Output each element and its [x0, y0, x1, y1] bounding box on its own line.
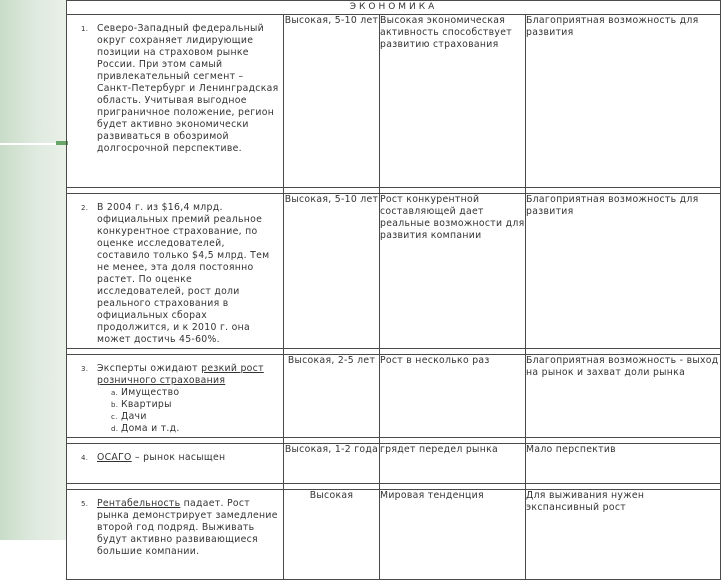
- sub-item-text: Квартиры: [121, 399, 172, 410]
- probability-cell: Высокая, 2-5 лет: [284, 355, 380, 438]
- table-row: [67, 194, 721, 349]
- description-text: падает. Рост рынка демонстрирует замедление второй год подряд. Выживать будут активно развивающиеся большие компании.: [97, 498, 278, 557]
- osago-link[interactable]: ОСАГО: [97, 452, 132, 463]
- sub-item-list: [97, 387, 279, 435]
- description-cell: [67, 194, 284, 349]
- evaluation-cell: Благоприятная возможность для развития: [526, 194, 721, 349]
- list-item: [111, 399, 279, 411]
- list-item: [111, 411, 279, 423]
- document-area: [66, 0, 720, 557]
- list-item: [111, 387, 279, 399]
- row-description: [97, 452, 279, 464]
- factor-cell: Высокая экономическая активность способствует развитию страхования: [380, 15, 526, 188]
- profitability-link[interactable]: Рентабельность: [97, 498, 181, 509]
- evaluation-cell: Благоприятная возможность - выход на рынок и захват доли рынка: [526, 355, 721, 438]
- sub-item-letter: c.: [111, 413, 118, 421]
- description-cell: [67, 444, 284, 484]
- row-number: 5.: [81, 500, 89, 508]
- list-item: [111, 423, 279, 435]
- sub-item-text: Дачи: [121, 411, 147, 422]
- evaluation-cell: Благоприятная возможность для развития: [526, 15, 721, 188]
- row-number: 3.: [81, 365, 89, 373]
- description-text: Эксперты ожидают: [97, 363, 202, 374]
- description-cell: [67, 15, 284, 188]
- description-cell: [67, 355, 284, 438]
- table-title-row: [67, 1, 721, 15]
- row-number: 4.: [81, 454, 89, 462]
- retail-insurance-link[interactable]: резкий рост розничного страхования: [97, 363, 264, 386]
- factor-cell: Рост конкурентной составляющей дает реальные возможности для развития компании: [380, 194, 526, 349]
- row-description: [97, 498, 279, 558]
- table-row: [67, 15, 721, 188]
- slide-left-panel: [0, 0, 66, 540]
- sub-item-text: Дома и т.д.: [121, 423, 180, 434]
- row-number: 1.: [81, 25, 89, 33]
- factor-cell: Рост в несколько раз: [380, 355, 526, 438]
- factor-cell: Мировая тенденция: [380, 490, 526, 580]
- row-description: В 2004 г. из $16,4 млрд. официальных премий реальное конкурентное страхование, по оценке исследователей, составило только $4,5 млрд. Тем не менее, эта доля постоянно растет. По оценке исследователей, рост доли реального страхования в официальных сборах продолжится, и к 2010 г. она может достичь 45-60%.: [97, 202, 270, 345]
- row-description: [97, 363, 279, 435]
- row-number: 2.: [81, 204, 89, 212]
- table-row: [67, 355, 721, 438]
- sub-item-text: Имущество: [121, 387, 180, 398]
- table-row: [67, 444, 721, 484]
- evaluation-cell: Мало перспектив: [526, 444, 721, 484]
- table-title: ЭКОНОМИКА: [67, 1, 721, 15]
- economics-table: [66, 0, 721, 580]
- sub-item-letter: b.: [111, 401, 119, 409]
- probability-cell: Высокая: [284, 490, 380, 580]
- sub-item-letter: d.: [111, 425, 119, 433]
- probability-cell: Высокая, 5-10 лет: [284, 194, 380, 349]
- sub-item-letter: a.: [111, 389, 119, 397]
- probability-cell: Высокая, 5-10 лет: [284, 15, 380, 188]
- table-row: [67, 490, 721, 580]
- evaluation-cell: Для выживания нужен экспансивный рост: [526, 490, 721, 580]
- probability-cell: Высокая, 1-2 года: [284, 444, 380, 484]
- left-divider-line: [0, 143, 58, 145]
- factor-cell: грядет передел рынка: [380, 444, 526, 484]
- description-cell: [67, 490, 284, 580]
- description-text: – рынок насыщен: [131, 452, 226, 463]
- row-description: Северо-Западный федеральный округ сохраняет лидирующие позиции на страховом рынке России. При этом самый привлекательный сегмент – Санкт-Петербург и Ленинградская область. Учитывая выгодное приграничное положение, регион будет активно экономически развиваться в обозримой долгосрочной перспективе.: [97, 23, 279, 154]
